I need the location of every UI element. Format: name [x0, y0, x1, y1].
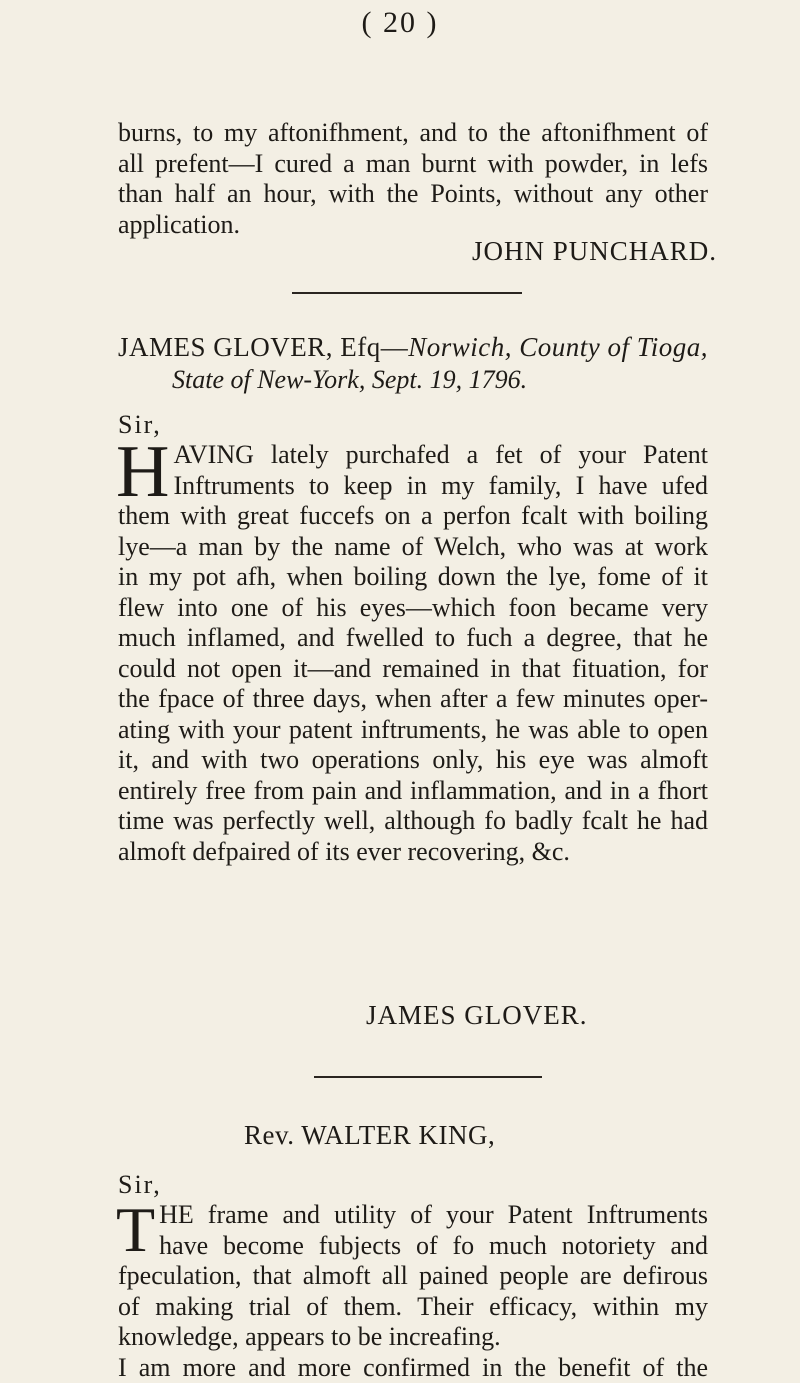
salutation: Sir, [118, 1170, 708, 1200]
text-line: have become fubjects of fo much notoriety and [118, 1231, 708, 1262]
signature-punchard: JOHN PUNCHARD. [472, 236, 732, 267]
text-line: it, and with two operations only, his eye was almoft [118, 745, 708, 776]
text-line: HE frame and utility of your Patent Inftruments [118, 1200, 708, 1231]
text-line: fpeculation, that almoft all pained people are defirous [118, 1261, 708, 1292]
drop-cap: T [116, 1204, 155, 1256]
letter-punchard-body [118, 118, 708, 240]
heading-name: JAMES GLOVER, Efq— [118, 332, 408, 362]
letter-glover-heading-date: State of New-York, Sept. 19, 1796. [172, 365, 672, 395]
text-line: entirely free from pain and inflammation, and in a fhort [118, 776, 708, 807]
text-line: could not open it—and remained in that fituation, for [118, 654, 708, 685]
text-line: them with great fuccefs on a perfon fcalt with boiling [118, 501, 708, 532]
text-line: of making trial of them. Their efficacy, within my [118, 1292, 708, 1323]
letter-king-body [118, 1200, 708, 1383]
signature-glover: JAMES GLOVER. [366, 1000, 686, 1031]
text-line: lye—a man by the name of Welch, who was at work [118, 532, 708, 563]
letter-glover-body [118, 440, 708, 867]
text-line: the fpace of three days, when after a few minutes oper- [118, 684, 708, 715]
text-line: much inflamed, and fwelled to fuch a degree, that he [118, 623, 708, 654]
divider-rule [314, 1076, 542, 1078]
text-line: Inftruments to keep in my family, I have ufed [118, 471, 708, 502]
drop-cap: H [116, 444, 169, 500]
text-line: all prefent—I cured a man burnt with powder, in lefs [118, 149, 708, 180]
text-line: application. [118, 210, 708, 241]
divider-rule [292, 292, 522, 294]
text-line: AVING lately purchafed a fet of your Patent [118, 440, 708, 471]
text-line: I am more and more confirmed in the benefit of the [118, 1353, 708, 1383]
salutation: Sir, [118, 410, 708, 440]
letter-king-heading: Rev. WALTER KING, [244, 1120, 664, 1151]
page-number: ( 20 ) [0, 6, 800, 40]
text-line: in my pot afh, when boiling down the lye, fome of it [118, 562, 708, 593]
letter-glover-heading [118, 332, 718, 363]
text-line: knowledge, appears to be increafing. [118, 1322, 708, 1353]
heading-place: Norwich, County of Tioga, [408, 332, 708, 362]
text-line: ating with your patent inftruments, he was able to open [118, 715, 708, 746]
text-line: flew into one of his eyes—which foon became very [118, 593, 708, 624]
text-line: burns, to my aftonifhment, and to the aftonifhment of [118, 118, 708, 149]
text-line: almoft defpaired of its ever recovering, &c. [118, 837, 708, 868]
text-line: time was perfectly well, although fo badly fcalt he had [118, 806, 708, 837]
text-line: than half an hour, with the Points, without any other [118, 179, 708, 210]
